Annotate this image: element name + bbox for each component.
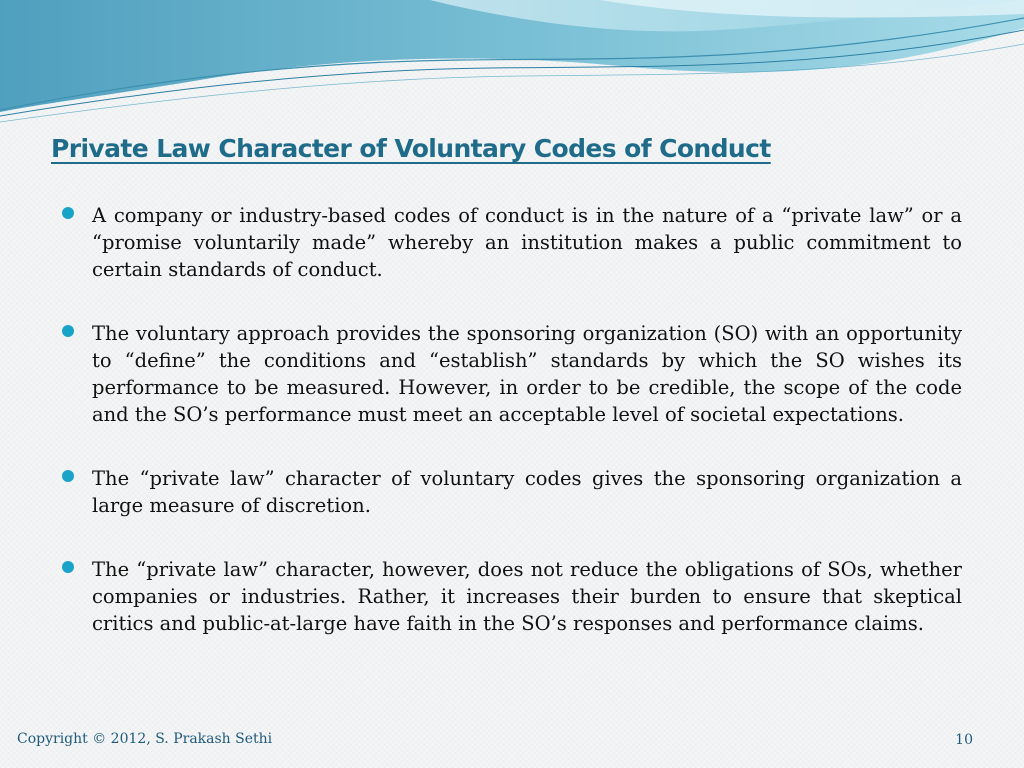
slide-title: Private Law Character of Voluntary Codes of Conduct: [51, 134, 771, 163]
bullet-list: [60, 202, 962, 637]
bullet-dot-icon: [62, 325, 74, 337]
page-number: 10: [955, 732, 973, 748]
bullet-item: [60, 202, 962, 283]
bullet-text: A company or industry-based codes of conduct is in the nature of a “private law” or a “promise voluntarily made” whereby an institution makes a public commitment to certain standards of conduct.: [92, 204, 962, 281]
bullet-text: The “private law” character of voluntary codes gives the sponsoring organization a large measure of discretion.: [92, 467, 962, 517]
bullet-item: [60, 465, 962, 519]
bullet-item: [60, 556, 962, 637]
bullet-dot-icon: [62, 470, 74, 482]
header-wave-decoration: [0, 0, 1024, 130]
bullet-dot-icon: [62, 207, 74, 219]
copyright-notice: Copyright © 2012, S. Prakash Sethi: [17, 731, 273, 747]
bullet-text: The voluntary approach provides the sponsoring organization (SO) with an opportunity to “define” the conditions and “establish” standards by which the SO wishes its performance to be measured. However, in order to be credible, the scope of the code and the SO’s performance must meet an acceptable level of societal expectations.: [92, 322, 962, 426]
bullet-text: The “private law” character, however, does not reduce the obligations of SOs, whether companies or industries. Rather, it increases their burden to ensure that skeptical critics and public-at-large have faith in the SO’s responses and performance claims.: [92, 558, 962, 635]
bullet-dot-icon: [62, 561, 74, 573]
bullet-item: [60, 320, 962, 428]
